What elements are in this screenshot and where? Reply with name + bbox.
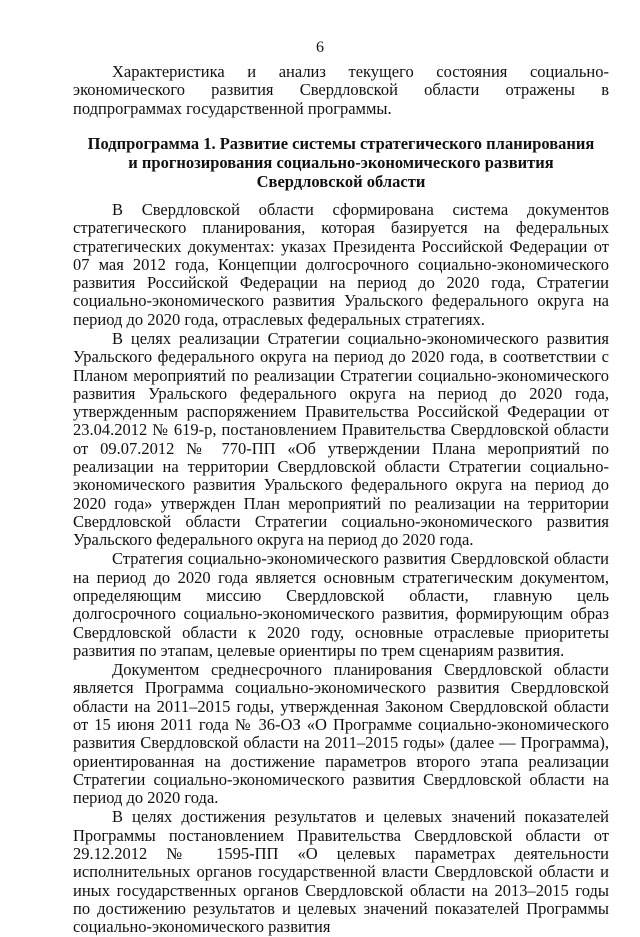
body-text [73,201,609,937]
intro-block [73,63,609,118]
page-number: 6 [316,39,324,56]
heading-line-3: Свердловской области [256,172,426,191]
body-paragraph: В Свердловской области сформирована система документов стратегического планирования, которая базируется на федеральных стратегических документах: указах Президента Российской Федерации от 07 мая 2012 года, Концепции долгосрочного социально-экономического развития Российской Федерации на период до 2020 года, Стратегии социально-экономического развития Уральского федерального округа на период до 2020 года, отраслевых федеральных стратегиях. [73,200,609,329]
body-paragraph: В целях достижения результатов и целевых значений показателей Программы постановлением Правительства Свердловской области от 29.12.2012 № 1595-ПП «О целевых параметрах деятельности исполнительных органов государственной власти Свердловской области и иных государственных органов Свердловской области на 2013–2015 годы по достижению результатов и целевых значений показателей Программы социально-экономического развития [73,807,609,937]
body-paragraph: В целях реализации Стратегии социально-экономического развития Уральского федерального округа на период до 2020 года, в соответствии с Планом мероприятий по реализации Стратегии социально-экономического развития Уральского федерального округа на период до 2020 года, утвержденным распоряжением Правительства Российской Федерации от 23.04.2012 № 619-р, постановлением Правительства Свердловской области от 09.07.2012 № 770-ПП «Об утверждении Плана мероприятий по реализации на территории Свердловской области Стратегии социально-экономического развития Уральского федерального округа на период до 2020 года» утвержден План мероприятий по реализации на территории Свердловской области Стратегии социально-экономического развития Уральского федерального округа на период до 2020 года. [73,328,609,550]
body-paragraph: Документом среднесрочного планирования Свердловской области является Программа социально-экономического развития Свердловской области на 2011–2015 годы, утвержденная Законом Свердловской области от 15 июня 2011 года № 36-ОЗ «О Программе социально-экономического развития Свердловской области на 2011–2015 годы» (далее — Программа), ориентированная на достижение параметров второго этапа реализации Стратегии социально-экономического развития Свердловской области на период до 2020 года. [73,660,609,808]
section-heading [73,134,609,191]
heading-line-1: Подпрограмма 1. Развитие системы стратегического планирования [87,134,595,153]
heading-line-2: и прогнозирования социально-экономического развития [128,153,554,172]
body-paragraph: Стратегия социально-экономического развития Свердловской области на период до 2020 года является основным стратегическим документом, определяющим миссию Свердловской области, главную цель долгосрочного социально-экономического развития, формирующим образ Свердловской области к 2020 году, основные отраслевые приоритеты развития по этапам, целевые ориентиры по трем сценариям развития. [73,549,609,660]
intro-paragraph: Характеристика и анализ текущего состояния социально-экономического развития Свердловской области отражены в подпрограммах государственной программы. [73,62,609,118]
